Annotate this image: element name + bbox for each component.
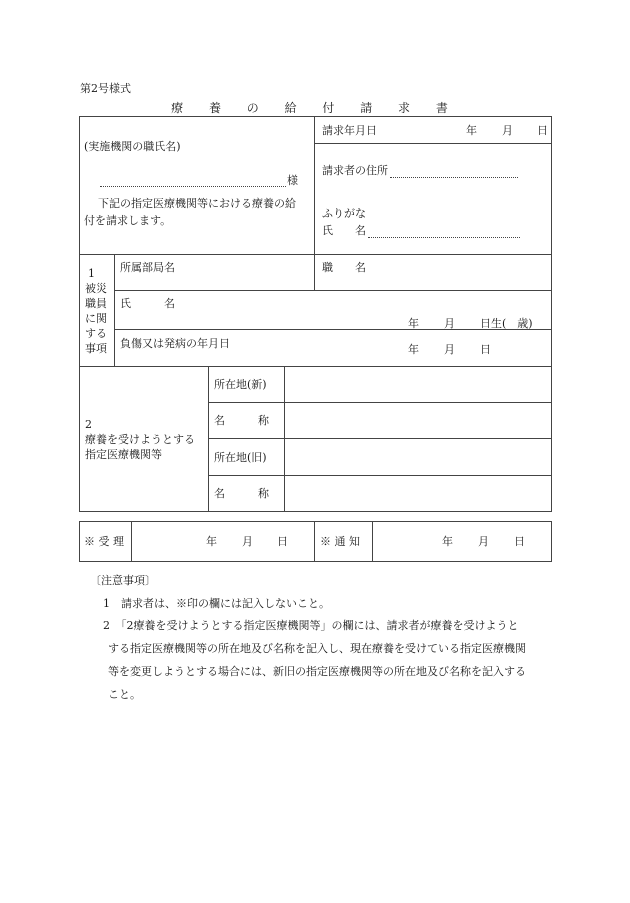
requester-name-label: 氏 名 [322,224,366,237]
notes-heading: 〔注意事項〕 [90,574,156,587]
address-line[interactable] [390,177,518,178]
requester-name-line[interactable] [368,237,520,238]
section1-label-2: 職員 [85,297,107,310]
section2-row2-bottom [208,438,552,439]
section2-row1-bottom [208,402,552,403]
section1-label-3: に関 [85,312,107,325]
request-date-year[interactable]: 年 [466,124,477,137]
receipt-label-divider [131,521,132,562]
section2-label-line2: 指定医療機関等 [85,448,162,461]
old-address-label: 所在地(旧) [214,451,267,464]
section1-number: 1 [88,267,95,280]
institution-name-line[interactable] [100,186,286,187]
note-2-line2: する指定医療機関等の所在地及び名称を記入し、現在療養を受けている指定医療機関 [108,642,526,655]
section2-top-line [79,366,552,367]
note-1: 1 請求者は、※印の欄には記入しないこと。 [103,597,330,610]
form-title: 療 養 の 給 付 請 求 書 [171,101,459,115]
dept-row-bottom [114,290,552,291]
birth-year[interactable]: 年 [408,317,419,330]
sama-label: 様 [287,174,298,187]
form-number: 第2号様式 [80,82,131,95]
old-name-label: 名 称 [214,487,269,500]
receipt-year[interactable]: 年 [206,535,217,548]
receipt-label: ※ 受 理 [84,535,124,548]
injury-month[interactable]: 月 [444,343,455,356]
top-divider [314,116,315,255]
injury-date-label: 負傷又は発病の年月日 [120,337,230,350]
dept-position-divider [314,254,315,291]
section1-label-divider [114,254,115,366]
injury-day[interactable]: 日 [480,343,491,356]
note-2-line4: こと。 [108,688,141,701]
position-label: 職 名 [322,261,366,274]
notice-month[interactable]: 月 [478,535,489,548]
request-text-line2: 付を請求します。 [84,214,172,227]
notice-label: ※ 通 知 [320,535,360,548]
birth-month[interactable]: 月 [444,317,455,330]
section2-field-divider [284,366,285,512]
receipt-day[interactable]: 日 [277,535,288,548]
section2-label-divider [208,366,209,512]
note-2-line1: 2 「2療養を受けようとする指定医療機関等」の欄には、請求者が療養を受けようと [103,619,519,632]
notice-day[interactable]: 日 [514,535,525,548]
request-date-divider [314,143,552,144]
new-address-label: 所在地(新) [214,378,267,391]
section1-label-4: する [85,327,107,340]
request-date-label: 請求年月日 [322,124,377,137]
address-label: 請求者の住所 [322,164,388,177]
receipt-notice-divider [314,521,315,562]
request-date-day[interactable]: 日 [537,124,548,137]
section2-row3-bottom [208,475,552,476]
request-date-month[interactable]: 月 [502,124,513,137]
section1-label-1: 被災 [85,282,107,295]
request-text-line1: 下記の指定医療機関等における療養の給 [98,197,296,210]
notice-year[interactable]: 年 [442,535,453,548]
note-2-line3: 等を変更しようとする場合には、新旧の指定医療機関等の所在地及び名称を記入する [108,665,526,678]
furigana-label: ふりがな [322,207,366,220]
birth-day-age[interactable]: 日生( 歳) [480,317,533,330]
section1-top-line [79,254,552,255]
receipt-month[interactable]: 月 [242,535,253,548]
notice-label-divider [372,521,373,562]
dept-label: 所属部局名 [120,261,175,274]
section2-number: 2 [85,418,92,431]
institution-label: (実施機関の職氏名) [84,140,181,153]
new-name-label: 名 称 [214,414,269,427]
employee-name-label: 氏 名 [120,297,175,310]
section2-label-line1: 療養を受けようとする [85,433,195,446]
injury-year[interactable]: 年 [408,343,419,356]
section1-label-5: 事項 [85,342,107,355]
